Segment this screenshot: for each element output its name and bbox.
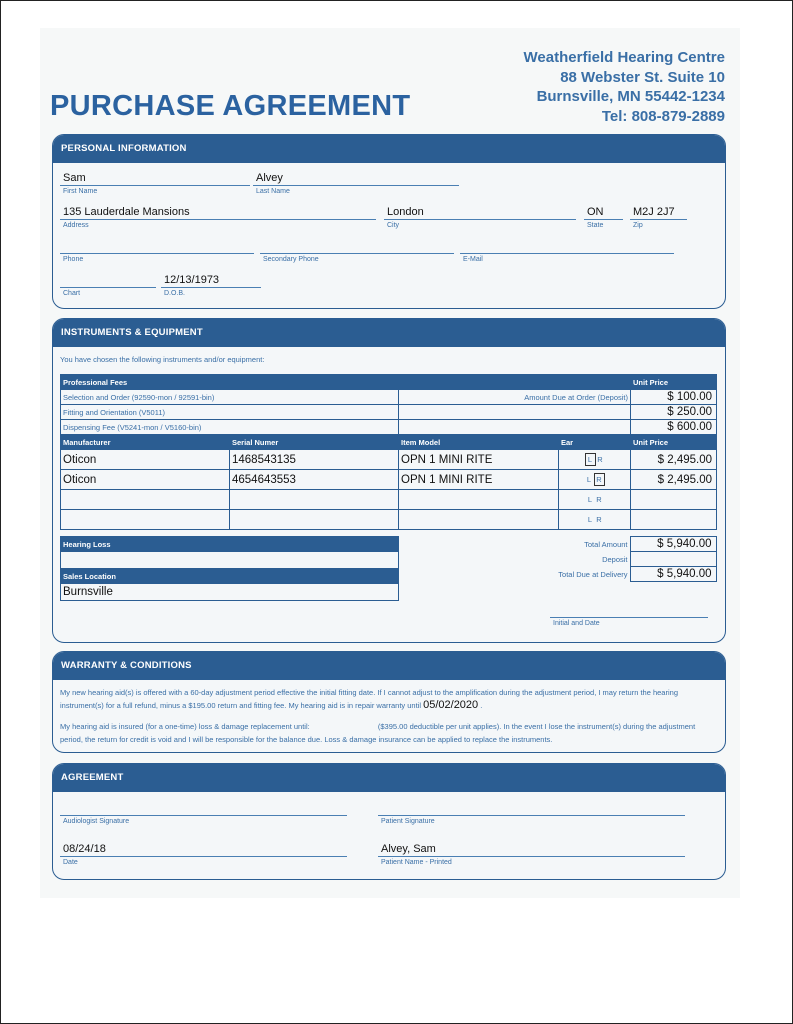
- initial-date-field[interactable]: [550, 605, 708, 627]
- col-unit-price: Unit Price: [631, 435, 717, 450]
- page-title: PURCHASE AGREEMENT: [50, 90, 411, 122]
- personal-information-section: [52, 134, 726, 309]
- device-price[interactable]: $ 2,495.00: [631, 470, 717, 490]
- device-manufacturer[interactable]: [61, 510, 230, 530]
- device-row: [61, 470, 717, 490]
- fee-label: Selection and Order (92590-mon / 92591-bin): [61, 390, 399, 405]
- ear-options: [585, 473, 605, 486]
- section-heading: INSTRUMENTS & EQUIPMENT: [53, 319, 725, 347]
- address-label: Address: [63, 222, 89, 229]
- ear-left-option[interactable]: L: [587, 495, 593, 504]
- ear-options: [586, 494, 604, 505]
- device-manufacturer[interactable]: Oticon: [61, 470, 230, 490]
- email-value[interactable]: [460, 239, 674, 254]
- warranty-conditions-section: [52, 651, 726, 753]
- device-serial[interactable]: 4654643553: [230, 470, 399, 490]
- device-manufacturer[interactable]: Oticon: [61, 450, 230, 470]
- fee-price[interactable]: $ 600.00: [631, 420, 717, 435]
- device-model[interactable]: OPN 1 MINI RITE: [399, 470, 559, 490]
- warranty-text-2a: My hearing aid is insured (for a one-time) loss & damage replacement until:: [60, 722, 310, 731]
- fee-note: Amount Due at Order (Deposit): [399, 390, 631, 405]
- company-address2: Burnsville, MN 55442-1234: [536, 88, 725, 105]
- warranty-text-1: My new hearing aid(s) is offered with a 60-day adjustment period effective the initial fitting date. If I cannot adjust to the amplification during the adjustment period, I may return the hearing instrument(s) for a full refund, minus a $195.00 return and fitting fee. My hearing aid is in repair warranty until: [60, 688, 678, 710]
- last-name-value[interactable]: Alvey: [253, 171, 459, 186]
- total-amount-value[interactable]: $ 5,940.00: [630, 537, 716, 552]
- device-serial[interactable]: 1468543135: [230, 450, 399, 470]
- device-serial[interactable]: [230, 490, 399, 510]
- hearing-loss-value[interactable]: [61, 552, 399, 569]
- ear-left-option[interactable]: L: [586, 475, 592, 484]
- ear-left-option[interactable]: L: [585, 453, 596, 466]
- date-field[interactable]: [60, 842, 347, 866]
- warranty-text-2b: ($395.00 deductible per unit applies). In the event I lose the instrument(s) during the adjustment period, the return for credit is void and I will be responsible for the balance due. Loss & damage insurance can be applied to replace the instruments.: [60, 722, 696, 744]
- ear-selector: [559, 510, 631, 530]
- device-row: [61, 490, 717, 510]
- patient-signature-line[interactable]: [378, 801, 685, 816]
- city-value[interactable]: London: [384, 205, 576, 220]
- email-label: E-Mail: [463, 256, 483, 263]
- company-phone: Tel: 808-879-2889: [601, 107, 725, 125]
- warranty-text-1-end: .: [480, 701, 483, 710]
- initial-date-line[interactable]: [550, 605, 708, 618]
- chart-label: Chart: [63, 290, 81, 297]
- device-price[interactable]: $ 2,495.00: [631, 450, 717, 470]
- zip-value[interactable]: M2J 2J7: [630, 205, 687, 220]
- phone-field[interactable]: [60, 239, 254, 263]
- col-model: Item Model: [399, 435, 559, 450]
- patient-name-label: Patient Name - Printed: [381, 859, 452, 866]
- first-name-label: First Name: [63, 188, 98, 195]
- warranty-paragraph-1: [60, 686, 718, 712]
- secondary-phone-label: Secondary Phone: [263, 256, 319, 263]
- ear-selector: [559, 450, 631, 470]
- ear-right-option[interactable]: R: [594, 473, 605, 486]
- fee-label: Dispensing Fee (V5241-mon / V5160-bin): [61, 420, 399, 435]
- device-serial[interactable]: [230, 510, 399, 530]
- dob-value[interactable]: 12/13/1973: [161, 273, 261, 288]
- instruments-table: [60, 374, 717, 530]
- city-label: City: [387, 222, 400, 229]
- ear-right-option[interactable]: R: [596, 515, 602, 524]
- fees-header-row: [61, 375, 717, 390]
- fee-row: [61, 405, 717, 420]
- dob-label: D.O.B.: [164, 290, 186, 297]
- devices-header-row: [61, 435, 717, 450]
- section-heading: PERSONAL INFORMATION: [53, 135, 725, 163]
- warranty-paragraph-2: [60, 720, 718, 746]
- fee-note: [399, 405, 631, 420]
- device-price[interactable]: [631, 510, 717, 530]
- total-due-value[interactable]: $ 5,940.00: [630, 567, 716, 582]
- state-field[interactable]: [584, 205, 623, 229]
- patient-name-field[interactable]: [378, 842, 685, 866]
- date-value[interactable]: 08/24/18: [60, 842, 347, 857]
- device-price[interactable]: [631, 490, 717, 510]
- ear-options: [586, 514, 604, 525]
- secondary-phone-field[interactable]: [260, 239, 454, 263]
- first-name-value[interactable]: Sam: [60, 171, 250, 186]
- col-ear: Ear: [559, 435, 631, 450]
- sales-location-header: Sales Location: [61, 569, 399, 584]
- phone-value[interactable]: [60, 239, 254, 254]
- email-field[interactable]: [460, 239, 674, 263]
- device-manufacturer[interactable]: [61, 490, 230, 510]
- chart-value[interactable]: [60, 273, 156, 288]
- city-field[interactable]: [384, 205, 576, 229]
- phone-label: Phone: [63, 256, 84, 263]
- col-manufacturer: Manufacturer: [61, 435, 230, 450]
- instruments-equipment-section: [52, 318, 726, 643]
- device-model[interactable]: [399, 510, 559, 530]
- hearing-loss-header: Hearing Loss: [61, 537, 399, 552]
- address-value[interactable]: 135 Lauderdale Mansions: [60, 205, 376, 220]
- sales-location-value[interactable]: Burnsville: [61, 584, 399, 601]
- ear-options: [585, 453, 605, 466]
- fee-row: [61, 390, 717, 405]
- patient-name-value[interactable]: Alvey, Sam: [378, 842, 685, 857]
- fees-unit-price-header: Unit Price: [631, 375, 717, 390]
- section-heading: WARRANTY & CONDITIONS: [53, 652, 725, 680]
- last-name-field[interactable]: [253, 171, 459, 195]
- total-amount-label: Total Amount: [584, 539, 628, 549]
- fee-price[interactable]: $ 100.00: [631, 390, 717, 405]
- fee-note: [399, 420, 631, 435]
- section-heading: AGREEMENT: [53, 764, 725, 792]
- last-name-label: Last Name: [256, 188, 290, 195]
- ear-left-option[interactable]: L: [587, 515, 593, 524]
- device-model[interactable]: OPN 1 MINI RITE: [399, 450, 559, 470]
- device-row: [61, 450, 717, 470]
- totals-table: [543, 536, 717, 582]
- fee-price[interactable]: $ 250.00: [631, 405, 717, 420]
- device-row: [61, 510, 717, 530]
- deposit-value[interactable]: [630, 552, 716, 567]
- fees-header: Professional Fees: [61, 375, 631, 390]
- dob-field[interactable]: [161, 273, 261, 297]
- zip-label: Zip: [633, 222, 643, 229]
- state-label: State: [587, 222, 604, 229]
- total-due-label: Total Due at Delivery: [558, 569, 628, 579]
- company-address1: 88 Webster St. Suite 10: [560, 68, 725, 86]
- company-name: Weatherfield Hearing Centre: [523, 49, 725, 66]
- ear-right-option[interactable]: R: [597, 455, 603, 464]
- first-name-field[interactable]: [60, 171, 250, 195]
- state-value[interactable]: ON: [584, 205, 623, 220]
- agreement-section: [52, 763, 726, 880]
- device-model[interactable]: [399, 490, 559, 510]
- chart-field[interactable]: [60, 273, 156, 297]
- deposit-label: Deposit: [602, 554, 628, 564]
- address-field[interactable]: [60, 205, 376, 229]
- patient-signature-field[interactable]: [378, 801, 685, 825]
- audiologist-signature-label: Audiologist Signature: [63, 818, 130, 825]
- ear-selector: [559, 470, 631, 490]
- fee-label: Fitting and Orientation (V5011): [61, 405, 399, 420]
- zip-field[interactable]: [630, 205, 687, 229]
- fee-row: [61, 420, 717, 435]
- secondary-phone-value[interactable]: [260, 239, 454, 254]
- date-label: Date: [63, 859, 78, 866]
- instruments-intro: You have chosen the following instruments and/or equipment:: [60, 355, 265, 364]
- initial-date-label: Initial and Date: [553, 620, 600, 627]
- repair-warranty-date[interactable]: 05/02/2020: [423, 699, 479, 711]
- col-serial: Serial Numer: [230, 435, 399, 450]
- ear-right-option[interactable]: R: [596, 495, 602, 504]
- hearing-location-table: [60, 536, 399, 601]
- audiologist-signature-line[interactable]: [60, 801, 347, 816]
- audiologist-signature-field[interactable]: [60, 801, 347, 825]
- company-header: [524, 48, 725, 126]
- ear-selector: [559, 490, 631, 510]
- patient-signature-label: Patient Signature: [381, 818, 435, 825]
